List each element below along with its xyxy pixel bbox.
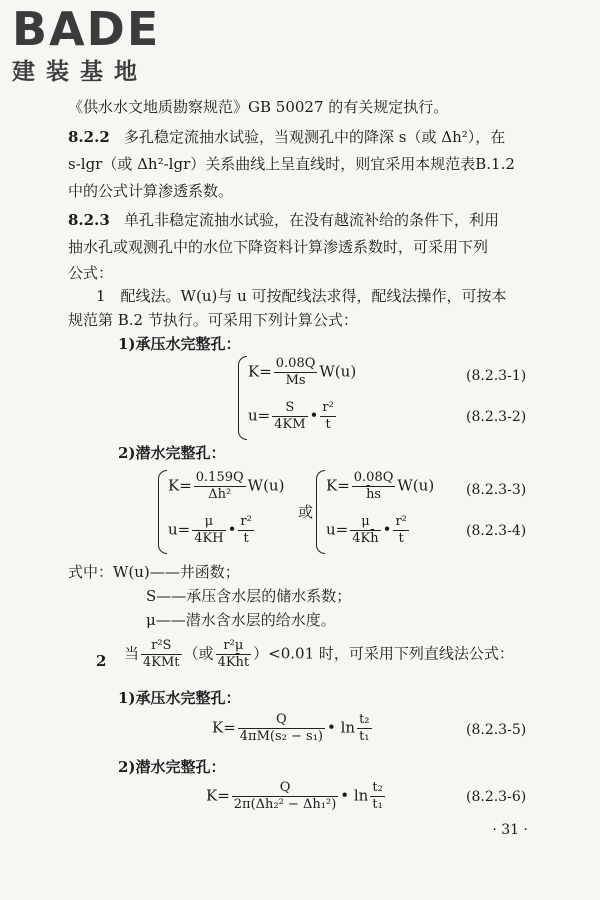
text-line: 《供水水文地质勘察规范》GB 50027 的有关规定执行。: [68, 98, 449, 116]
text-line: 规范第 B.2 节执行。可采用下列计算公式：: [68, 311, 358, 329]
formula-8-2-3-2: u= $\frac{S}{4KM}$ • $\frac{\text{r²}}{t}$: [248, 400, 334, 432]
sub-heading: 2)潜水完整孔：: [118, 444, 226, 462]
text-line: μ——潜水含水层的给水度。: [146, 611, 336, 629]
formula-id: (8.2.3-6): [466, 789, 527, 805]
formula-id: (8.2.3-3): [466, 482, 527, 498]
text-line: s-lgr（或 Δh²-lgr）关系曲线上呈直线时，则宜采用本规范表B.1.2: [68, 155, 515, 173]
formula-id: (8.2.3-5): [466, 722, 527, 738]
brand-logo: [12, 4, 182, 86]
text-line: 1 配线法。W(u)与 u 可按配线法求得，配线法操作，可按本: [96, 287, 507, 305]
formula-id: (8.2.3-4): [466, 523, 527, 539]
text-line: 抽水孔或观测孔中的水位下降资料计算渗透系数时，可采用下列: [68, 238, 489, 256]
text-line: S——承压含水层的储水系数；: [146, 587, 352, 605]
logo-text: BADE: [12, 2, 161, 56]
formula-id: (8.2.3-1): [466, 368, 527, 384]
text-line: 式中：W(u)——井函数；: [68, 563, 240, 581]
item-number: 2: [96, 652, 107, 670]
formula-alt-3: K= $\frac{0.08Q}{h̄s}$ W(u): [326, 470, 435, 502]
sub-heading: 1)承压水完整孔：: [118, 689, 241, 707]
formula-8-2-3-5: K= $\frac{Q}{\text{4πM(s₂ − s₁)}}$ • ln $\frac{\text{t₂}}{\text{t₁}}$: [212, 712, 370, 744]
text-line: 中的公式计算渗透系数。: [68, 182, 234, 200]
formula-id: (8.2.3-2): [466, 409, 527, 425]
equation-brace: [158, 470, 167, 554]
page-number: · 31 ·: [492, 822, 528, 838]
text-line: 单孔非稳定流抽水试验，在没有越流补给的条件下，利用: [124, 211, 500, 229]
formula-8-2-3-3: K= $\frac{0.159Q}{\text{Δh²}}$ W(u): [168, 470, 285, 502]
clause-number: 8.2.3: [68, 211, 110, 229]
or-label: 或: [298, 503, 314, 521]
equation-brace: [238, 356, 247, 440]
sub-heading: 1)承压水完整孔：: [118, 335, 241, 353]
equation-brace: [316, 470, 325, 554]
condition-line: 当 $\frac{\text{r²S}}{\text{4KMt}}$ （或 $\frac{\text{r²μ}}{4Kh̄t}$ ）<0.01 时，可采用下列直线法公式：: [124, 638, 514, 670]
formula-alt-4: u= $\frac{\mu}{4Kh̄}$ • $\frac{\text{r²}}{t}$: [326, 514, 407, 546]
logo-subtitle: 建装基地: [12, 59, 148, 85]
formula-8-2-3-6: K= $\frac{Q}{\text{2π(Δh₂² − Δh₁²)}}$ • ln $\frac{\text{t₂}}{\text{t₁}}$: [206, 780, 383, 812]
text-line: 多孔稳定流抽水试验，当观测孔中的降深 s（或 Δh²），在: [124, 128, 506, 146]
text-line: 公式：: [68, 264, 114, 282]
clause-number: 8.2.2: [68, 128, 110, 146]
formula-8-2-3-4: u= $\frac{\mu}{4KH}$ • $\frac{\text{r²}}{t}$: [168, 514, 252, 546]
sub-heading: 2)潜水完整孔：: [118, 758, 226, 776]
formula-8-2-3-1: K= $\frac{0.08Q}{Ms}$ W(u): [248, 356, 357, 388]
